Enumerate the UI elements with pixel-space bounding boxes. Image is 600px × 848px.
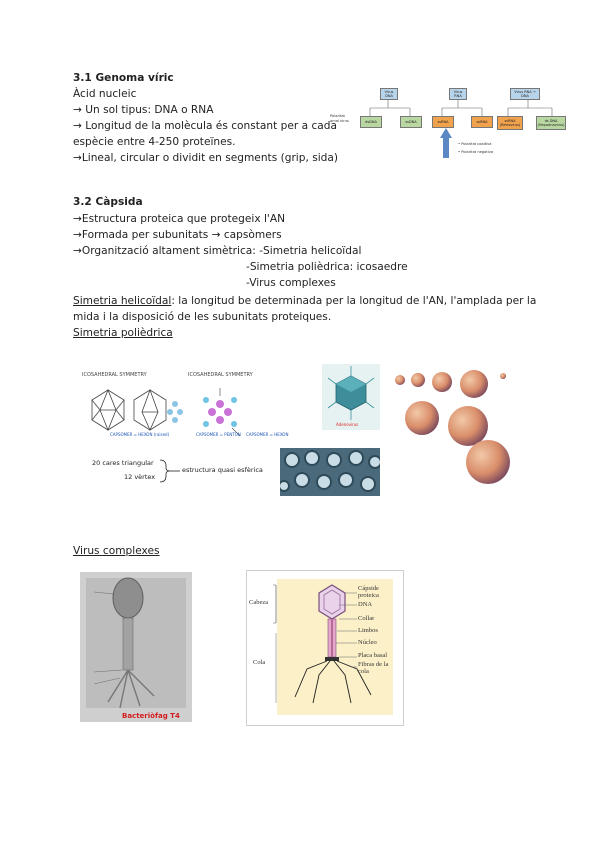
label-dna: DNA <box>358 601 373 608</box>
complex-virus-heading: Virus complexes <box>73 545 160 557</box>
legend-positive: • Polaritat positiva <box>458 142 492 146</box>
vertices-label: 12 vèrtex <box>124 473 156 481</box>
capsomer-hexon-raised: CAPSOMER = HEXON (raised) <box>110 432 170 437</box>
helical-term: Simetria helicoïdal <box>73 295 172 307</box>
box-ssdna: ssDNA <box>400 116 422 128</box>
label-cola: Cola <box>253 659 266 666</box>
helical-paragraph-a <box>73 294 536 309</box>
box-dsdna-hepadnavirus: ds DNA (Hepadnavirus) <box>536 116 566 130</box>
box-virus-rna-dna: Virus RNA → DNA <box>510 88 540 100</box>
phage-photo-drawing <box>80 572 192 722</box>
capsid-line-symmetry: →Organització altament simètrica: -Simetria helicoïdal <box>73 245 362 257</box>
icosa-title-left: ICOSAHEDRAL SYMMETRY <box>82 372 147 378</box>
capsid-line-complex: -Virus complexes <box>246 277 336 289</box>
legend-negative-text: Polaritat negativa <box>461 150 494 154</box>
subheading-nucleic-acid: Àcid nucleic <box>73 88 137 100</box>
label-placa-basal: Placa basal <box>358 652 388 659</box>
polarity-side-label: Polaritat amal virus <box>330 114 349 123</box>
capsid-line-subunits: →Formada per subunitats → capsòmers <box>73 229 282 241</box>
quasi-spherical-label: estructura quasi esfèrica <box>182 466 263 474</box>
label-cabeza: Cabeza <box>249 599 269 606</box>
label-nucleo: Núcleo <box>358 639 377 646</box>
bullet-length-b: espècie entre 4-250 proteïnes. <box>73 136 236 148</box>
box-virus-rna: Virus RNA <box>449 88 467 100</box>
adenovirus-image <box>322 364 380 430</box>
icosa-title-right: ICOSAHEDRAL SYMMETRY <box>188 372 253 378</box>
capsomer-hexon: CAPSOMER = HEXON <box>246 432 289 437</box>
geodesic-spheres-image <box>388 362 518 486</box>
bacteriophage-caption: Bacteriòfag T4 <box>122 712 180 720</box>
legend-negative: • Polaritat negativa <box>458 150 494 154</box>
capsid-line-structure: →Estructura proteica que protegeix l'AN <box>73 213 286 225</box>
section-heading-capsid: 3.2 Càpsida <box>73 196 143 208</box>
t4-phage-diagram <box>246 570 404 726</box>
label-collar: Collar <box>358 615 375 622</box>
label-fibras: Fibras de la cola <box>358 661 389 675</box>
helical-paragraph-b: mida i la disposició de les subunitats proteiques. <box>73 311 332 323</box>
adenovirus-label: Adenovirus <box>336 422 359 427</box>
capsid-line-polyhedral: -Simetria polièdrica: icosaedre <box>246 261 408 273</box>
box-ssrna-positive: ssRNA <box>432 116 454 128</box>
label-capside: Cápside proteica <box>358 585 379 599</box>
box-virus-dna: Virus DNA <box>380 88 398 100</box>
capsomer-penton: CAPSOMER = PENTON <box>196 432 241 437</box>
bullet-length-a: → Longitud de la molècula és constant per a cada <box>73 120 337 132</box>
bullet-one-type: → Un sol tipus: DNA o RNA <box>73 104 214 116</box>
legend-positive-text: Polaritat positiva <box>461 142 492 146</box>
section-heading-genome: 3.1 Genoma víric <box>73 72 174 84</box>
bracket-icon <box>158 458 182 484</box>
box-dsdna: dsDNA <box>360 116 382 128</box>
faces-label: 20 cares triangular <box>92 459 154 467</box>
polyhedral-heading: Simetria polièdrica <box>73 327 173 339</box>
bullet-linear: →Lineal, circular o dividit en segments (grip, sida) <box>73 152 339 164</box>
bacteriophage-photo <box>80 572 192 722</box>
label-limbos: Limbos <box>358 627 378 634</box>
capsid-micrograph-image <box>280 448 380 496</box>
box-ssrna-retrovirus: ssRNA (Retrovirus) <box>497 116 523 130</box>
helical-text-a: : la longitud be determinada per la longitud de l'AN, l'amplada per la <box>171 295 537 307</box>
genome-classification-diagram <box>330 82 570 162</box>
box-ssrna-negative: ssRNA <box>471 116 493 128</box>
